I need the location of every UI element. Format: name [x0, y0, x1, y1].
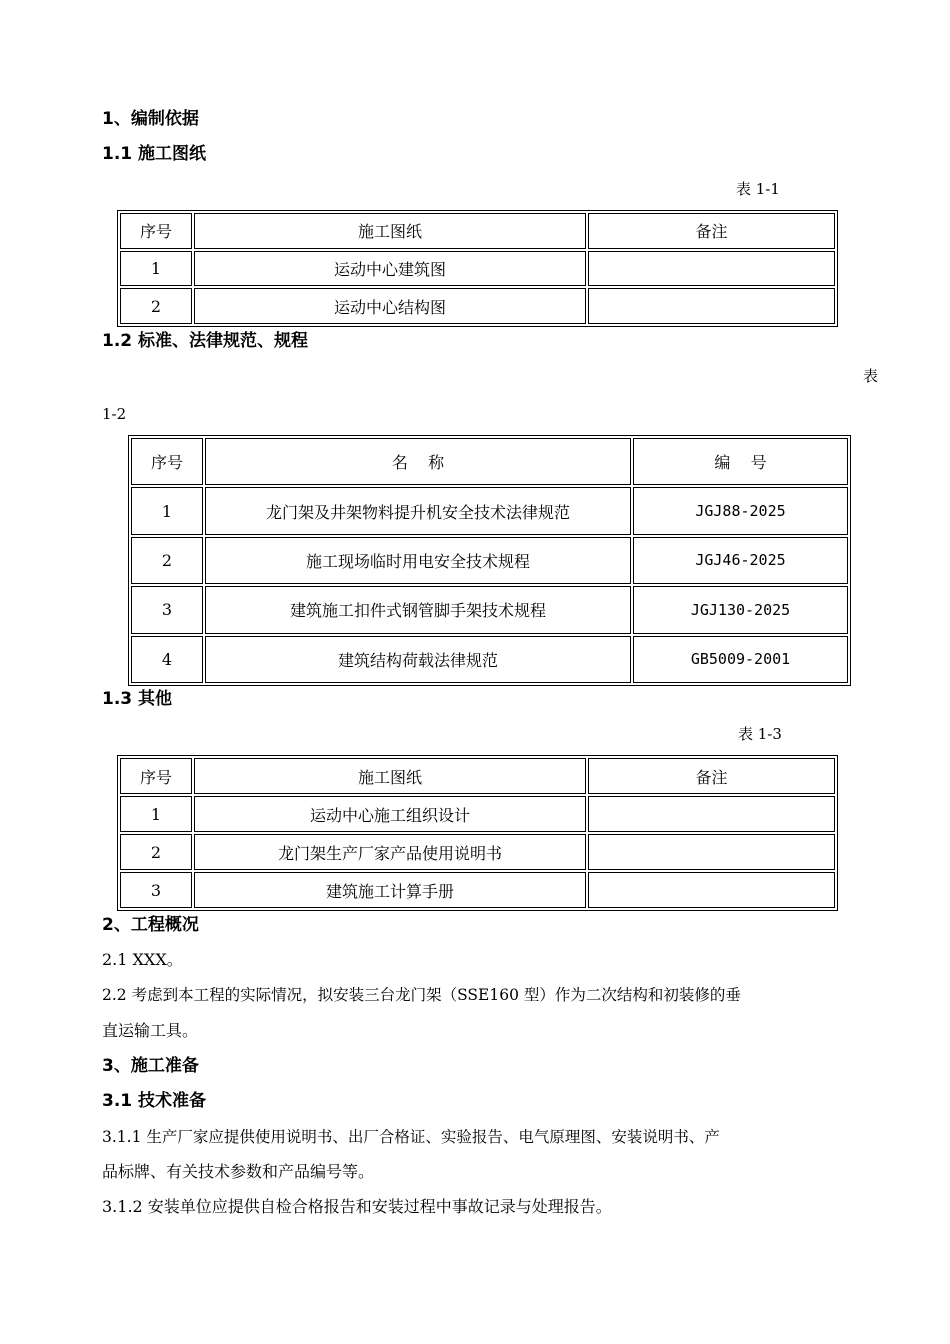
- table-cell: JGJ130-2025: [633, 586, 848, 633]
- table-cell: GB5009-2001: [633, 636, 848, 683]
- table-cell: JGJ46-2025: [633, 537, 848, 584]
- heading-1-2: 1.2 标准、法律规范、规程: [102, 331, 309, 351]
- table-cell: 1: [131, 487, 203, 534]
- paragraph-2-2-line1: 2.2 考虑到本工程的实际情况，拟安装三台龙门架（SSE160 型）作为二次结构和初装修的垂: [102, 986, 741, 1004]
- table-cell: 2: [120, 834, 192, 870]
- header-cell: 施工图纸: [194, 758, 586, 794]
- table-cell: [588, 288, 835, 324]
- table-cell: 施工现场临时用电安全技术规程: [205, 537, 631, 584]
- paragraph-3-1-2: 3.1.2 安装单位应提供自检合格报告和安装过程中事故记录与处理报告。: [102, 1197, 612, 1216]
- table-cell: 运动中心结构图: [194, 288, 586, 324]
- heading-2: 2、工程概况: [102, 915, 199, 935]
- table-cell: 4: [131, 636, 203, 683]
- heading-3-1: 3.1 技术准备: [102, 1091, 207, 1111]
- header-cell: 施工图纸: [194, 213, 586, 249]
- heading-1-1: 1.1 施工图纸: [102, 144, 207, 164]
- table-cell: 建筑施工扣件式钢管脚手架技术规程: [205, 586, 631, 633]
- table-cell: 3: [120, 872, 192, 908]
- table-caption-1-2-part2: 1-2: [102, 405, 127, 423]
- paragraph-2-2-line2: 直运输工具。: [102, 1021, 199, 1040]
- heading-3: 3、施工准备: [102, 1056, 199, 1076]
- table-cell: 龙门架及井架物料提升机安全技术法律规范: [205, 487, 631, 534]
- table-cell: [588, 796, 835, 832]
- table-standards: [128, 435, 851, 686]
- header-cell: 名 称: [205, 438, 631, 485]
- header-cell: 编 号: [633, 438, 848, 485]
- table-row: [131, 487, 848, 534]
- table-cell: JGJ88-2025: [633, 487, 848, 534]
- paragraph-2-1: 2.1 XXX。: [102, 950, 183, 969]
- table-caption-1-2-part1: 表: [863, 367, 879, 385]
- table-row: [120, 872, 835, 908]
- table-header-row: [131, 438, 848, 485]
- table-cell: 运动中心建筑图: [194, 251, 586, 287]
- table-caption-1-1: 表 1-1: [736, 180, 780, 198]
- table-caption-1-3: 表 1-3: [738, 725, 782, 743]
- header-cell: 序号: [131, 438, 203, 485]
- paragraph-3-1-1-line2: 品标牌、有关技术参数和产品编号等。: [102, 1162, 375, 1181]
- table-cell: 建筑施工计算手册: [194, 872, 586, 908]
- header-cell: 备注: [588, 213, 835, 249]
- table-row: [131, 537, 848, 584]
- heading-1: 1、编制依据: [102, 109, 199, 129]
- header-cell: 序号: [120, 213, 192, 249]
- table-cell: 龙门架生产厂家产品使用说明书: [194, 834, 586, 870]
- table-cell: 1: [120, 796, 192, 832]
- table-header-row: [120, 758, 835, 794]
- table-other: [117, 755, 838, 911]
- table-cell: 1: [120, 251, 192, 287]
- table-cell: 2: [131, 537, 203, 584]
- table-row: [120, 796, 835, 832]
- table-header-row: [120, 213, 835, 249]
- table-cell: [588, 834, 835, 870]
- table-row: [131, 586, 848, 633]
- table-cell: 2: [120, 288, 192, 324]
- table-cell: 建筑结构荷载法律规范: [205, 636, 631, 683]
- header-cell: 备注: [588, 758, 835, 794]
- table-cell: [588, 872, 835, 908]
- table-cell: [588, 251, 835, 287]
- paragraph-3-1-1-line1: 3.1.1 生产厂家应提供使用说明书、出厂合格证、实验报告、电气原理图、安装说明书、产: [102, 1128, 720, 1146]
- table-row: [131, 636, 848, 683]
- table-cell: 运动中心施工组织设计: [194, 796, 586, 832]
- table-row: [120, 251, 835, 287]
- table-drawings: [117, 210, 838, 327]
- table-cell: 3: [131, 586, 203, 633]
- header-cell: 序号: [120, 758, 192, 794]
- heading-1-3: 1.3 其他: [102, 689, 173, 709]
- table-row: [120, 834, 835, 870]
- table-row: [120, 288, 835, 324]
